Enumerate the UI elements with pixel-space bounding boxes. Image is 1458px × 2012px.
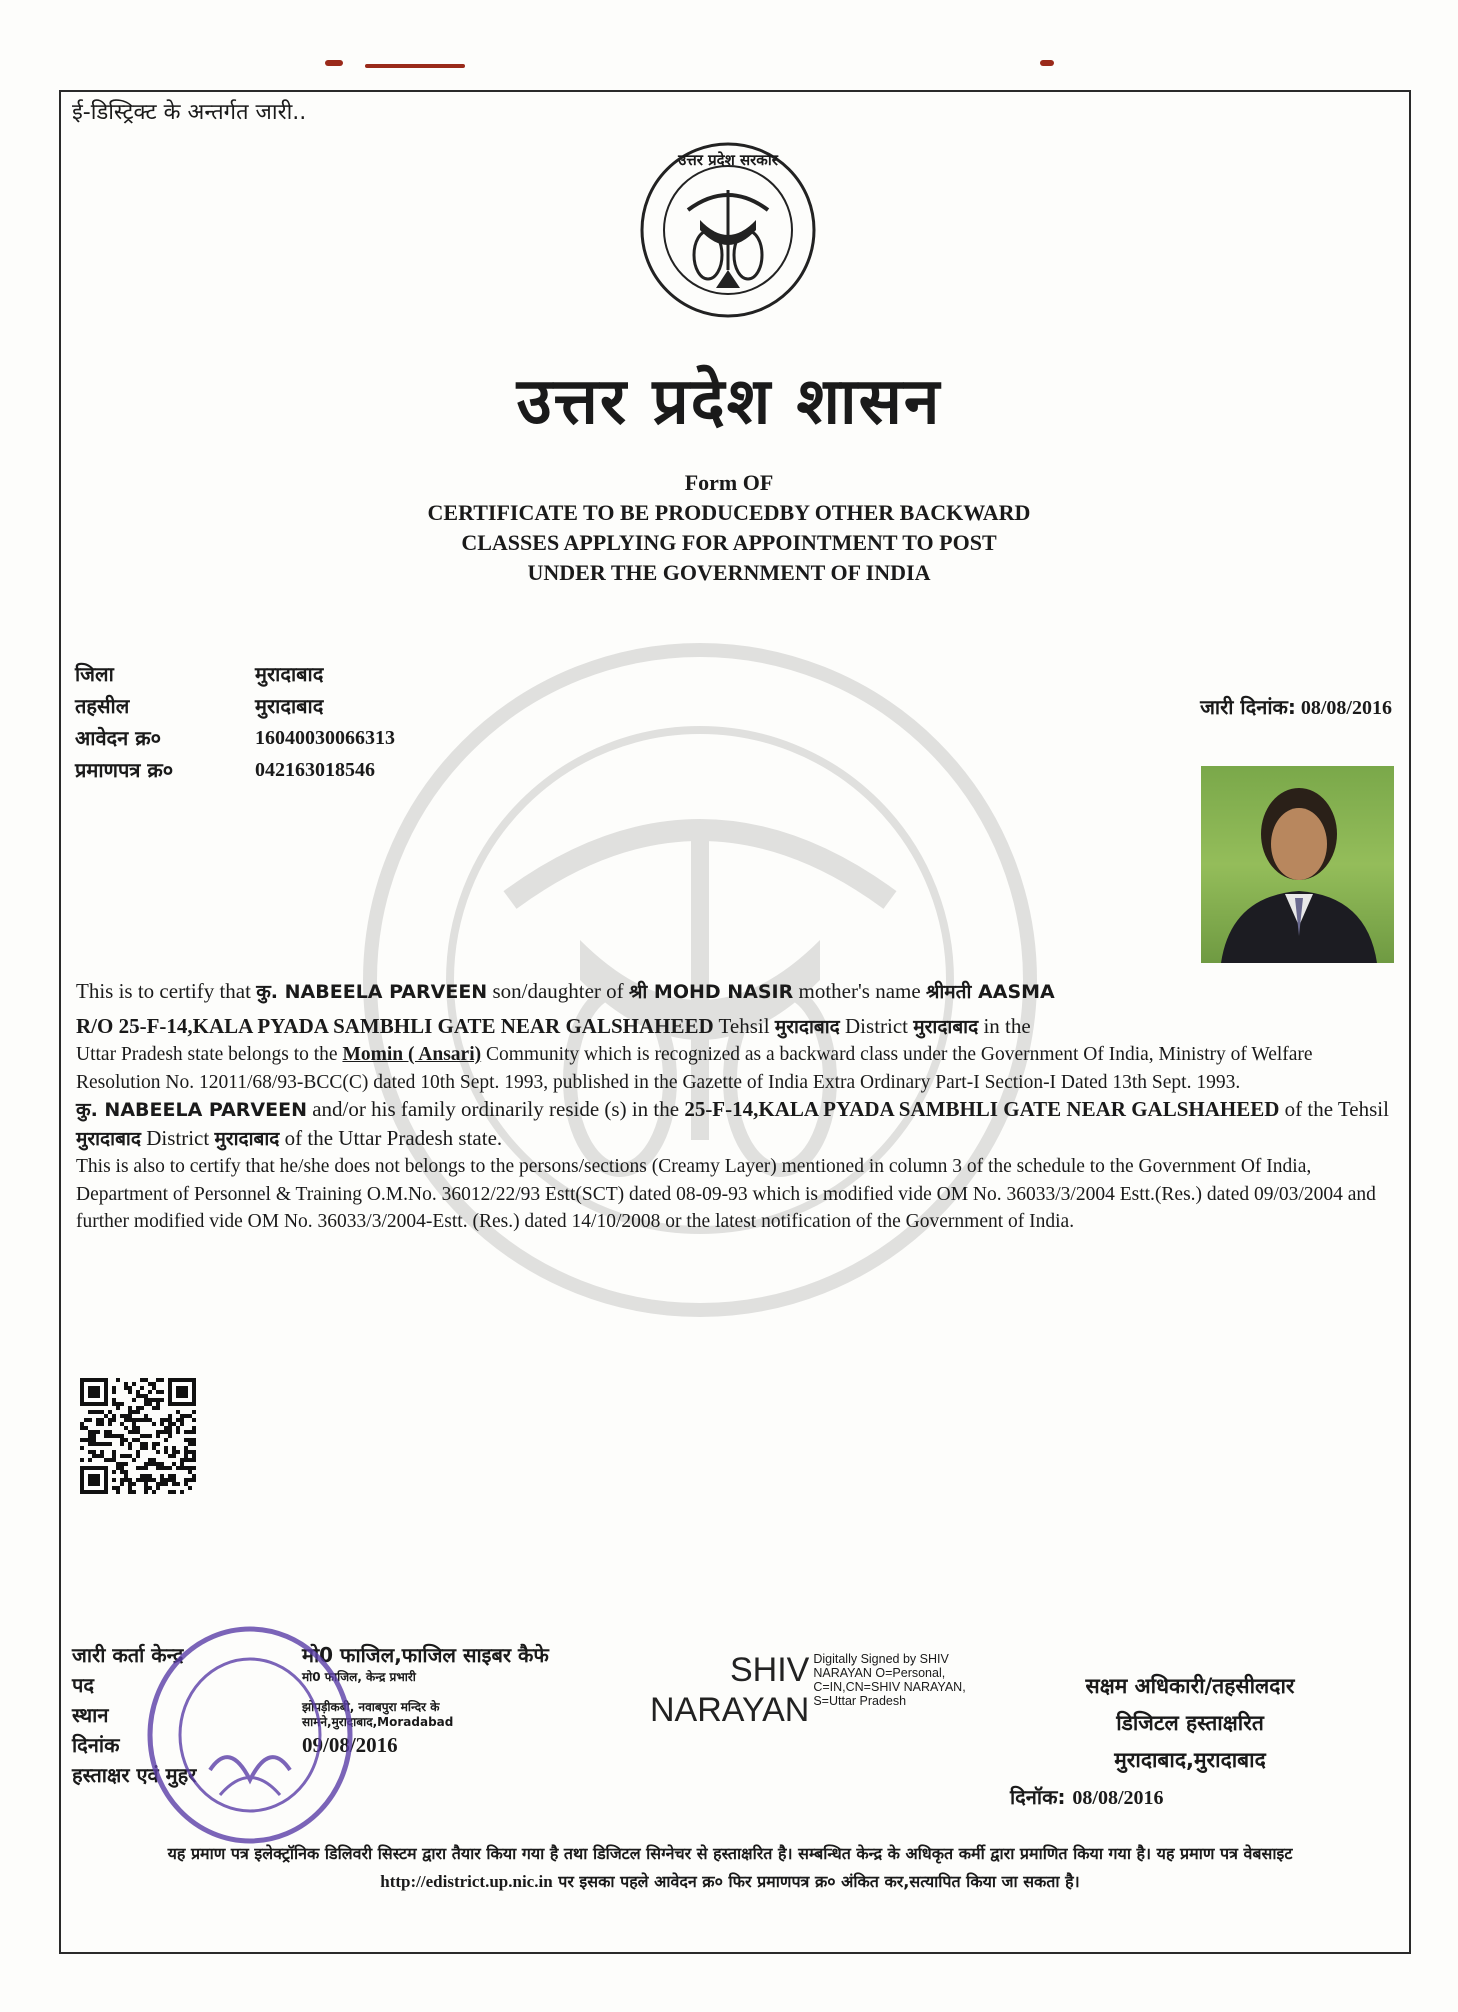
text: Uttar Pradesh state belongs to the <box>76 1044 343 1065</box>
scan-mark <box>365 64 465 68</box>
text: in the <box>978 1013 1031 1038</box>
applicant-photo <box>1201 766 1394 963</box>
place-value: झोपड़ीकबी, नवाबपुरा मन्दिर के सामने,मुरादाबाद,Moradabad <box>302 1700 454 1729</box>
text: of the Uttar Pradesh state. <box>279 1125 503 1150</box>
district-name: मुरादाबाद <box>214 1127 280 1150</box>
creamy-layer-paragraph: This is also to certify that he/she does not belongs to the persons/sections (Creamy Layer) mentioned in column 3 of the schedule to the Government Of India, Department of Personnel & Training O.M.No. 36012/22/93 Estt(SCT) dated 08-09-93 which is modified vide OM No. 36033/3/2004 Estt.(Res.) dated 09/03/2004 and further modified vide OM No. 36033/3/2004-Estt. (Res.) dated 14/10/2008 or the latest notification of the Government of India. <box>76 1156 1376 1232</box>
page-title: उत्तर प्रदेश शासन <box>516 365 942 439</box>
signer-name-line: SHIV <box>729 1651 810 1689</box>
signer-name <box>650 1650 809 1730</box>
issue-date <box>1200 693 1392 720</box>
digital-signature <box>650 1650 1003 1730</box>
form-title-line: Form OF <box>684 470 774 495</box>
text: mother's name <box>793 979 926 1003</box>
tehsil-label: तहसील <box>75 694 130 718</box>
father-name: श्री MOHD NASIR <box>628 981 794 1003</box>
officer-date-label: दिनॉक: <box>1010 1785 1066 1809</box>
text: Tehsil <box>713 1013 775 1038</box>
applicant-name: कु. NABEELA PARVEEN <box>256 981 488 1003</box>
form-title-line: CERTIFICATE TO BE PRODUCEDBY OTHER BACKWARD <box>427 500 1031 525</box>
signature-details: Digitally Signed by SHIV NARAYAN O=Personal, C=IN,CN=SHIV NARAYAN, S=Uttar Pradesh <box>813 1652 966 1708</box>
scan-mark <box>1040 60 1054 66</box>
tehsil-value: मुरादाबाद <box>255 694 324 718</box>
certificate-no-value: 042163018546 <box>255 759 375 781</box>
edistrict-note: ई-डिस्ट्रिक्ट के अन्तर्गत जारी.. <box>72 100 307 125</box>
text: District <box>839 1013 914 1038</box>
signer-name-line: NARAYAN <box>650 1691 810 1729</box>
certificate-body <box>76 978 1396 1236</box>
place-label: स्थान <box>72 1703 109 1727</box>
text: Community which is recognized as a backward class under the Government Of India, Ministry of Welfare Resolution No. 12011/68/93-BCC(C) dated 10th Sept. 1993, published in the Gazette of India Extra Ordinary Part-I Section-I Dated 13th Sept. 1993. <box>76 1044 1313 1093</box>
date-value: 09/08/2016 <box>302 1733 398 1757</box>
mother-name: श्रीमती AASMA <box>925 981 1055 1003</box>
community-paragraph <box>76 1041 1396 1096</box>
application-no-label: आवेदन क्र० <box>75 726 162 750</box>
issuing-centre-value: मो0 फाजिल,फाजिल साइबर कैफे <box>302 1643 549 1667</box>
application-no-value: 16040030066313 <box>255 727 395 749</box>
certify-paragraph <box>76 978 1396 1007</box>
certificate-no-label: प्रमाणपत्र क्र० <box>75 758 174 782</box>
scan-mark <box>325 60 343 66</box>
tehsil-name: मुरादाबाद <box>774 1015 840 1038</box>
text: This is to certify that <box>76 979 257 1003</box>
text: and/or his family ordinarily reside (s) in the <box>306 1097 685 1121</box>
qr-code-icon[interactable] <box>80 1378 196 1494</box>
officer-place: मुरादाबाद,मुरादाबाद <box>1114 1748 1266 1772</box>
officer-date-value: 08/08/2016 <box>1072 1787 1164 1809</box>
form-title-line: UNDER THE GOVERNMENT OF INDIA <box>527 560 931 585</box>
issue-date-label: जारी दिनांक: <box>1200 695 1296 719</box>
issuing-centre-label: जारी कर्ता केन्द्र <box>72 1643 184 1667</box>
district-value: मुरादाबाद <box>255 662 324 686</box>
address: R/O 25-F-14,KALA PYADA SAMBHLI GATE NEAR GALSHAHEED <box>76 1013 714 1038</box>
official-stamp-icon <box>140 1620 360 1850</box>
certificate-meta <box>75 658 395 786</box>
post-label: पद <box>72 1673 94 1697</box>
address: 25-F-14,KALA PYADA SAMBHLI GATE NEAR GALSHAHEED <box>684 1097 1280 1121</box>
footer-text: यह प्रमाण पत्र इलेक्ट्रॉनिक डिलिवरी सिस्टम द्वारा तैयार किया गया है तथा डिजिटल सिग्नेचर से हस्ताक्षरित है। सम्बन्धित केन्द्र के अधिकृत कर्मी द्वारा प्रमाणित किया गया है। यह प्रमाण पत्र वेबसाइट <box>167 1844 1293 1863</box>
form-title-line: CLASSES APPLYING FOR APPOINTMENT TO POST <box>461 530 997 555</box>
applicant-name: कु. NABEELA PARVEEN <box>76 1099 307 1121</box>
text: son/daughter of <box>487 979 629 1003</box>
digitally-signed-label: डिजिटल हस्ताक्षरित <box>1116 1711 1264 1735</box>
post-value: मो0 फाजिल, केन्द्र प्रभारी <box>302 1670 416 1684</box>
community-name: Momin ( Ansari) <box>342 1044 482 1065</box>
verification-link[interactable]: http://edistrict.up.nic.in <box>380 1872 553 1891</box>
officer-block <box>1010 1668 1360 1817</box>
person-photo-icon <box>1201 766 1394 963</box>
text: of the Tehsil <box>1279 1097 1389 1121</box>
issue-date-value: 08/08/2016 <box>1300 697 1392 719</box>
text: District <box>140 1125 215 1150</box>
residence-paragraph <box>76 1096 1396 1153</box>
footer-note <box>80 1840 1380 1896</box>
signature-label: हस्ताक्षर एवं मुहर <box>72 1763 197 1787</box>
date-label: दिनांक <box>72 1733 120 1757</box>
address-paragraph <box>76 1013 1396 1042</box>
officer-title: सक्षम अधिकारी/तहसीलदार <box>1085 1674 1295 1698</box>
footer-text: पर इसका पहले आवेदन क्र० फिर प्रमाणपत्र क्र० अंकित कर,सत्यापित किया जा सकता है। <box>552 1872 1080 1891</box>
district-label: जिला <box>75 662 114 686</box>
emblem-text: उत्तर प्रदेश सरकार <box>678 151 778 169</box>
district-name: मुरादाबाद <box>913 1015 979 1038</box>
form-title <box>0 468 1458 588</box>
tehsil-name: मुरादाबाद <box>76 1127 141 1150</box>
